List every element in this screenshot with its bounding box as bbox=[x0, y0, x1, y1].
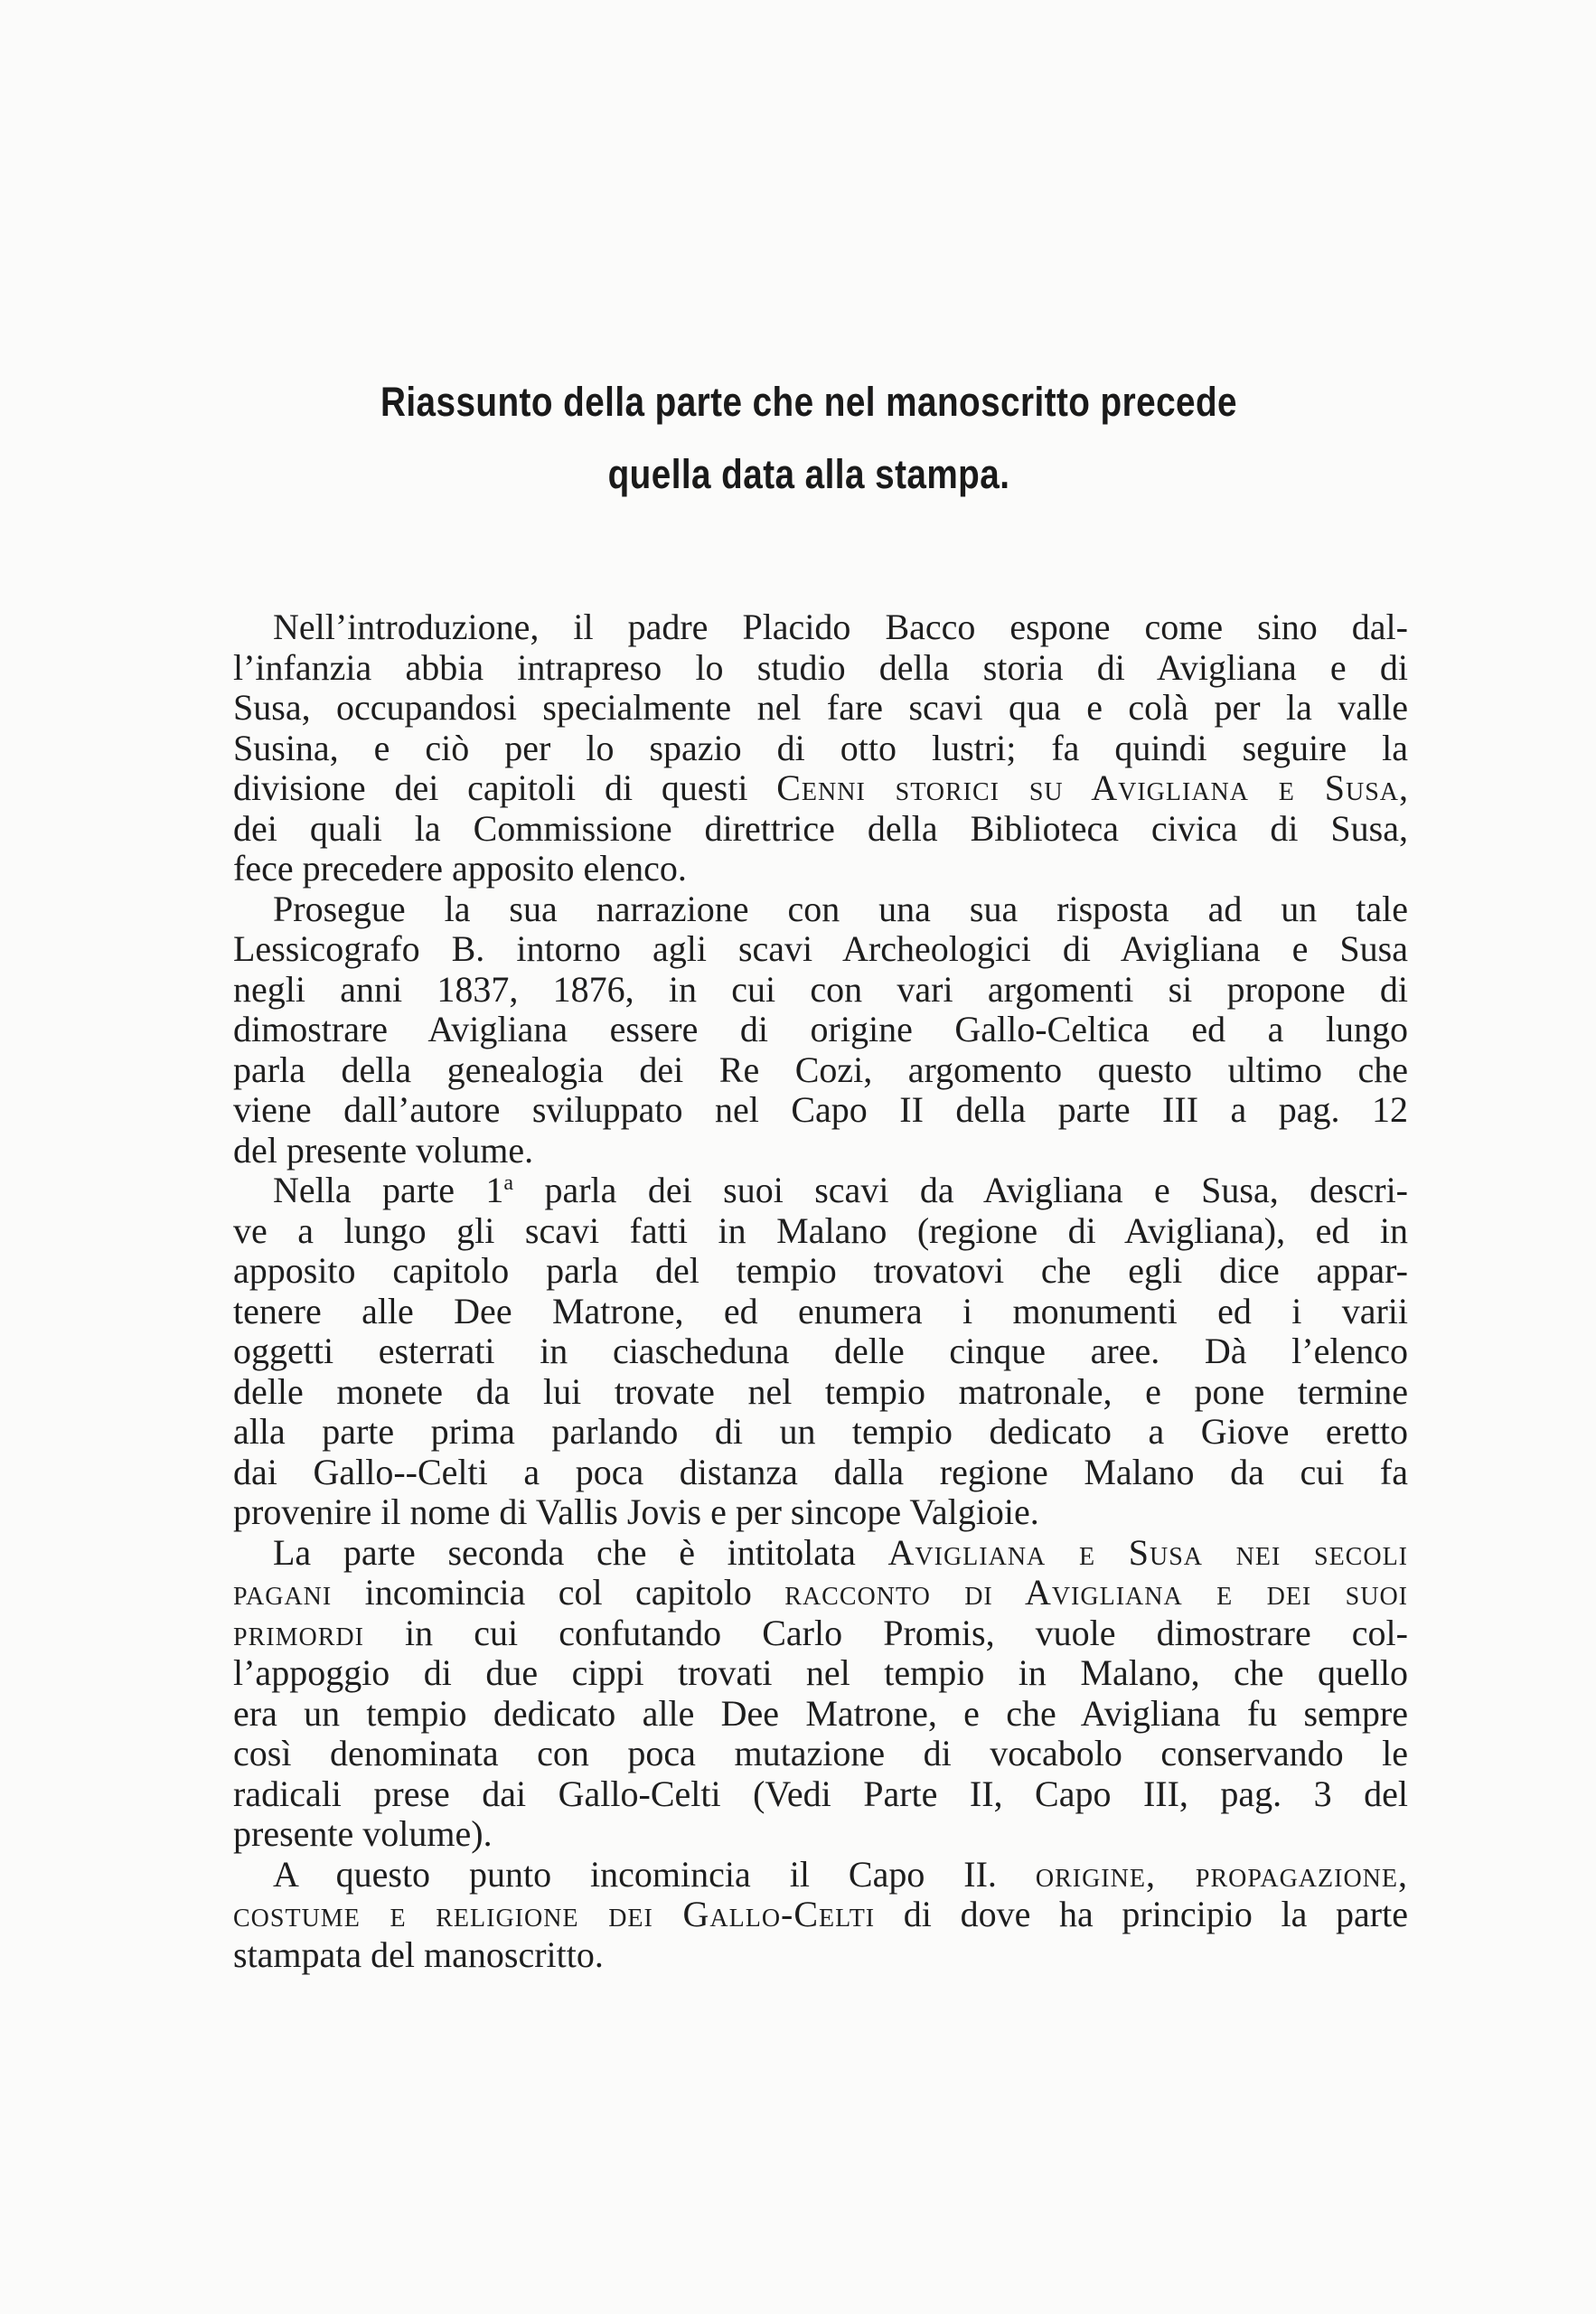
text-line bbox=[233, 809, 1408, 850]
text-run: Susa, occupandosi specialmente nel fare scavi qua e colà per la valle bbox=[233, 687, 1408, 728]
text-run: presente volume). bbox=[233, 1813, 493, 1854]
small-caps-run: primordi bbox=[233, 1612, 364, 1653]
text-run: in cui confutando Carlo Promis, vuole dimostrare col- bbox=[363, 1612, 1408, 1653]
text-line bbox=[233, 1694, 1408, 1735]
text-line bbox=[233, 1573, 1408, 1613]
superscript-run: a bbox=[503, 1171, 514, 1195]
text-line bbox=[233, 1331, 1408, 1372]
text-run: A questo punto incomincia il Capo II. bbox=[273, 1853, 1036, 1895]
text-line bbox=[233, 1412, 1408, 1453]
text-run: di dove ha principio la parte bbox=[875, 1894, 1408, 1934]
text-run: così denominata con poca mutazione di vocabolo conservando le bbox=[233, 1733, 1408, 1773]
text-line bbox=[233, 1613, 1408, 1654]
text-run: parla dei suoi scavi da Avigliana e Susa, descri- bbox=[513, 1170, 1408, 1210]
text-run: apposito capitolo parla del tempio trovatovi che egli dice appar- bbox=[233, 1250, 1408, 1291]
small-caps-run: Cenni storici su Avigliana e Susa bbox=[776, 767, 1399, 808]
text-run: , bbox=[1398, 767, 1408, 808]
text-run: radicali prese dai Gallo-Celti (Vedi Parte II, Capo III, pag. 3 del bbox=[233, 1773, 1408, 1814]
text-run: La parte seconda che è intitolata bbox=[273, 1531, 888, 1573]
text-line bbox=[233, 1935, 1408, 1976]
text-run: delle monete da lui trovate nel tempio matronale, e pone termine bbox=[233, 1370, 1408, 1412]
text-run: era un tempio dedicato alle Dee Matrone, e che Avigliana fu sempre bbox=[233, 1692, 1408, 1734]
text-run: Susina, e ciò per lo spazio di otto lustri; fa quindi seguire la bbox=[233, 727, 1408, 768]
text-run: l’appoggio di due cippi trovati nel tempio in Malano, che quello bbox=[233, 1652, 1408, 1693]
title-line-1: Riassunto della parte che nel manoscritto precede bbox=[380, 379, 1237, 425]
small-caps-run: Avigliana e Susa nei secoli bbox=[887, 1531, 1409, 1573]
small-caps-run: pagani bbox=[233, 1572, 333, 1613]
text-run: parla della genealogia dei Re Cozi, argomento questo ultimo che bbox=[233, 1049, 1408, 1090]
text-run: Nell’introduzione, il padre Placido Bacco espone come sino dal- bbox=[273, 607, 1408, 647]
text-line bbox=[233, 768, 1408, 809]
text-line bbox=[233, 1050, 1408, 1091]
text-line bbox=[233, 1855, 1408, 1895]
text-run: oggetti esterrati in ciascheduna delle cinque aree. Dà l’elenco bbox=[233, 1331, 1408, 1371]
text-line bbox=[233, 1774, 1408, 1815]
text-run: Nella parte 1 bbox=[273, 1170, 504, 1210]
page-title bbox=[346, 366, 1271, 511]
text-line bbox=[233, 1090, 1408, 1131]
text-line bbox=[233, 1171, 1408, 1211]
text-line bbox=[233, 1292, 1408, 1332]
small-caps-run: costume e religione dei Gallo-Celti bbox=[233, 1894, 876, 1934]
text-run: Lessicografo B. intorno agli scavi Archeologici di Avigliana e Susa bbox=[233, 928, 1408, 969]
text-line bbox=[233, 1211, 1408, 1252]
text-run: dimostrare Avigliana essere di origine Gallo-Celtica ed a lungo bbox=[233, 1009, 1408, 1049]
text-run: l’infanzia abbia intrapreso lo studio della storia di Avigliana e di bbox=[233, 646, 1408, 688]
text-line bbox=[233, 729, 1408, 769]
title-line-2: quella data alla stampa. bbox=[607, 451, 1010, 497]
text-line bbox=[233, 1895, 1408, 1935]
text-run: del presente volume. bbox=[233, 1129, 534, 1171]
small-caps-run: racconto di Avigliana e dei suoi bbox=[784, 1572, 1408, 1613]
body-text bbox=[233, 607, 1408, 1975]
text-run: alla parte prima parlando di un tempio dedicato a Giove eretto bbox=[233, 1411, 1408, 1452]
text-line bbox=[233, 1372, 1408, 1413]
text-run: fece precedere apposito elenco. bbox=[233, 848, 687, 889]
text-run: ve a lungo gli scavi fatti in Malano (regione di Avigliana), ed in bbox=[233, 1209, 1408, 1251]
text-run: incomincia col capitolo bbox=[332, 1572, 785, 1613]
text-line bbox=[233, 970, 1408, 1011]
text-line bbox=[233, 607, 1408, 648]
text-line bbox=[233, 648, 1408, 689]
text-run: dai Gallo--Celti a poca distanza dalla regione Malano da cui fa bbox=[233, 1451, 1408, 1492]
text-line bbox=[233, 849, 1408, 889]
text-line bbox=[233, 889, 1408, 930]
text-line bbox=[233, 929, 1408, 970]
small-caps-run: origine, propagazione, bbox=[1035, 1853, 1408, 1895]
text-line bbox=[233, 1653, 1408, 1694]
text-line bbox=[233, 1814, 1408, 1855]
text-line bbox=[233, 1734, 1408, 1774]
text-run: dei quali la Commissione direttrice della Biblioteca civica di Susa, bbox=[233, 807, 1408, 849]
text-line bbox=[233, 1533, 1408, 1574]
text-line bbox=[233, 1453, 1408, 1493]
text-line bbox=[233, 1251, 1408, 1292]
text-run: divisione dei capitoli di questi bbox=[233, 767, 777, 808]
text-run: tenere alle Dee Matrone, ed enumera i monumenti ed i varii bbox=[233, 1290, 1408, 1331]
text-line bbox=[233, 688, 1408, 729]
text-run: viene dall’autore sviluppato nel Capo II della parte III a pag. 12 bbox=[233, 1089, 1408, 1130]
text-run: stampata del manoscritto. bbox=[233, 1933, 604, 1975]
text-line bbox=[233, 1010, 1408, 1050]
text-line bbox=[233, 1492, 1408, 1533]
text-run: provenire il nome di Vallis Jovis e per sincope Valgioie. bbox=[233, 1491, 1039, 1532]
text-run: negli anni 1837, 1876, in cui con vari argomenti si propone di bbox=[233, 968, 1408, 1010]
text-line bbox=[233, 1131, 1408, 1171]
text-run: Prosegue la sua narrazione con una sua risposta ad un tale bbox=[273, 888, 1408, 929]
